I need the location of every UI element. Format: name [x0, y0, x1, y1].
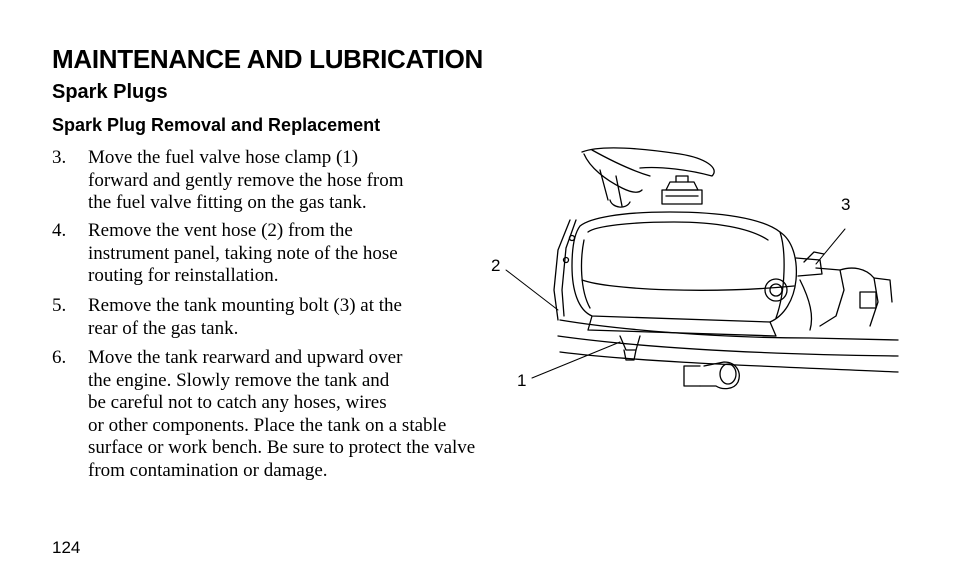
page-number: 124	[52, 538, 81, 557]
step-text	[88, 347, 475, 482]
step-number: 4.	[52, 220, 67, 241]
step-line: or other components. Place the tank on a stable	[88, 414, 447, 436]
step-line: forward and gently remove the hose from	[88, 169, 404, 191]
callout-3-label: 3	[841, 195, 851, 214]
step-3	[52, 147, 404, 215]
step-number: 3.	[52, 147, 67, 168]
step-line: Remove the tank mounting bolt (3) at the	[88, 295, 402, 316]
step-line: be careful not to catch any hoses, wires	[88, 392, 387, 413]
step-text	[88, 220, 398, 288]
step-line: instrument panel, taking note of the hose	[88, 242, 398, 264]
callout-2-label: 2	[491, 256, 501, 275]
section-title: MAINTENANCE AND LUBRICATION	[52, 44, 483, 74]
step-4	[52, 220, 398, 288]
step-line: Move the fuel valve hose clamp (1)	[88, 147, 359, 168]
step-line: the engine. Slowly remove the tank and	[88, 369, 390, 391]
step-line: from contamination or damage.	[88, 459, 328, 481]
step-line: the fuel valve fitting on the gas tank.	[88, 192, 367, 213]
step-line: rear of the gas tank.	[88, 317, 239, 339]
step-5	[52, 295, 402, 340]
procedure-title: Spark Plug Removal and Replacement	[52, 115, 381, 135]
step-line: routing for reinstallation.	[88, 265, 279, 286]
step-line: surface or work bench. Be sure to protect the valve	[88, 437, 476, 458]
step-text	[88, 147, 404, 215]
step-number: 5.	[52, 295, 67, 316]
step-line: Move the tank rearward and upward over	[88, 347, 403, 368]
step-number: 6.	[52, 347, 67, 368]
callout-1-label: 1	[517, 371, 527, 390]
step-6	[52, 347, 475, 482]
subsection-title: Spark Plugs	[52, 81, 168, 103]
gas-tank-illustration	[480, 140, 900, 440]
step-text	[88, 295, 402, 340]
step-line: Remove the vent hose (2) from the	[88, 220, 353, 241]
